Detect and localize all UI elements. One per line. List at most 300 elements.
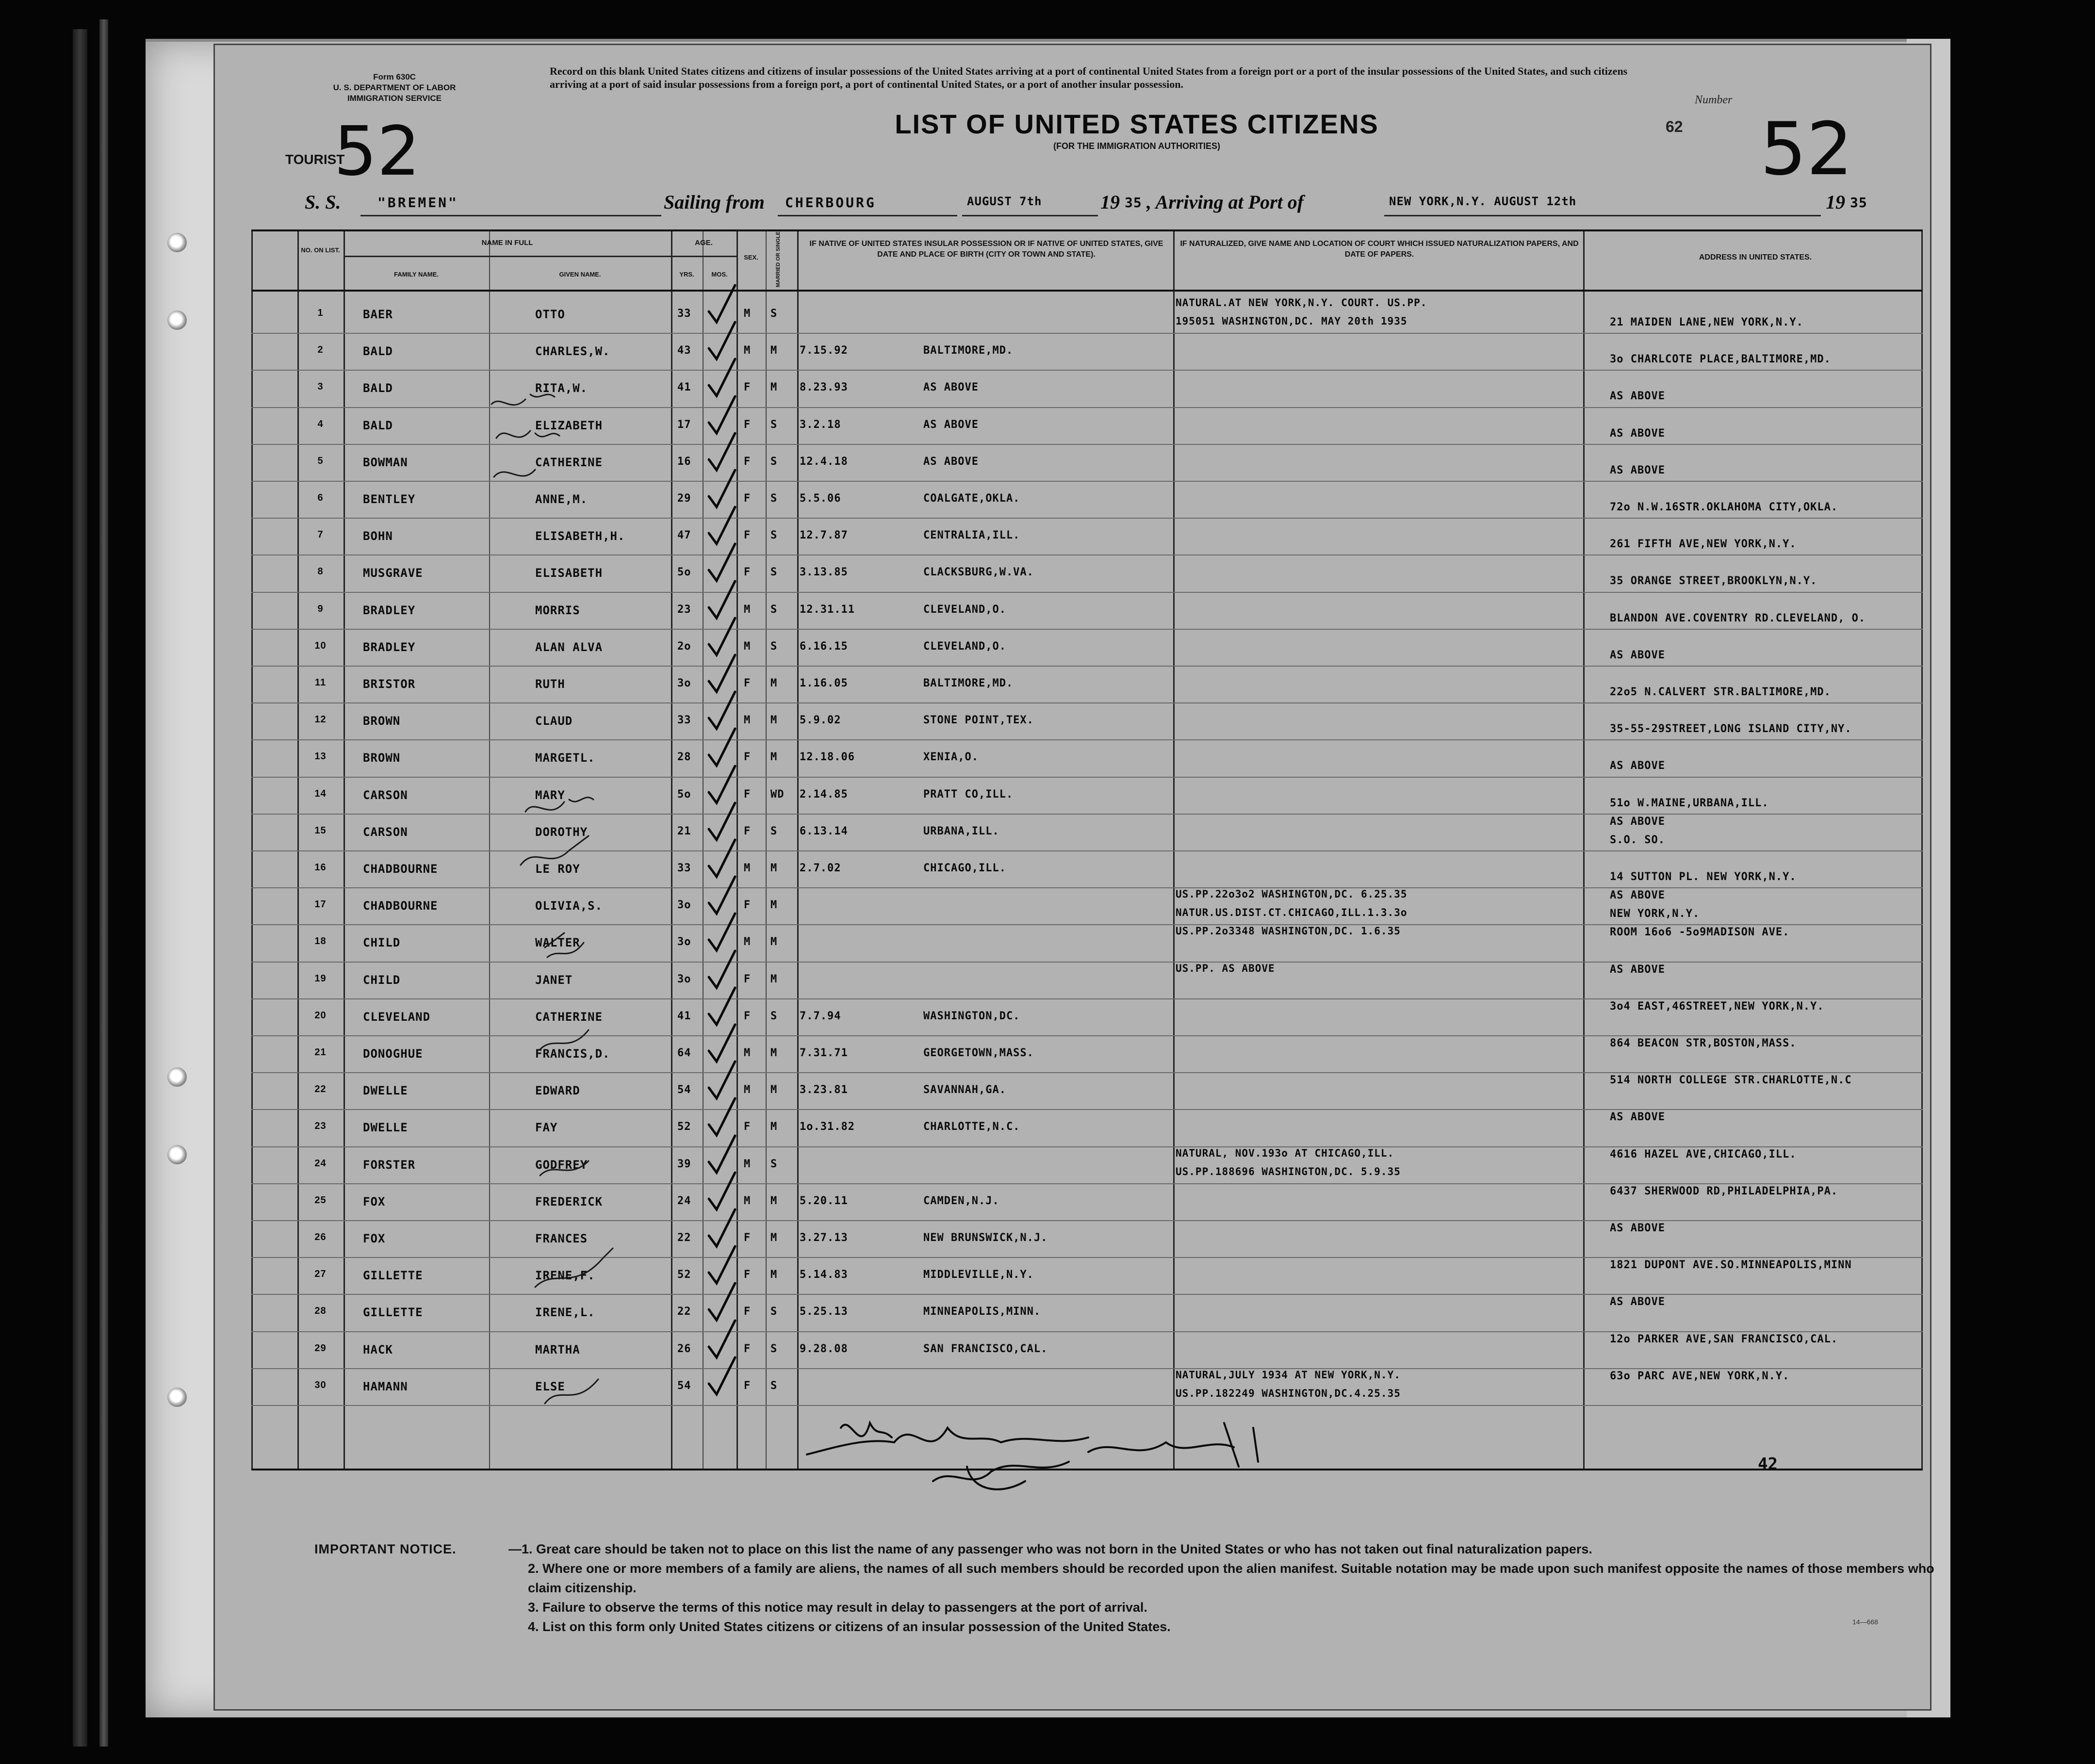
cell-ms: S [770, 529, 778, 542]
cell-age: 41 [677, 1010, 691, 1022]
cell-given: ANNE,M. [535, 492, 588, 506]
col-address: ADDRESS IN UNITED STATES. [1699, 253, 1812, 261]
cell-ms: M [770, 1121, 778, 1133]
cell-sex: F [744, 492, 751, 505]
table-row [251, 740, 1923, 777]
cell-family: DWELLE [363, 1084, 408, 1098]
punch-hole [167, 1145, 187, 1164]
underline [1384, 215, 1821, 216]
cell-ms: M [770, 973, 778, 985]
notice-item-1: —1. Great care should be taken not to place on this list the name of any passenger who was not born in the United States or who has not taken out final naturalization papers. [508, 1542, 1592, 1556]
cell-date: 8.23.93 [800, 381, 848, 394]
tourist-label: TOURIST [285, 152, 345, 167]
ship-name: "BREMEN" [377, 195, 458, 211]
cell-given: IRENE,L. [535, 1306, 595, 1320]
cell-addr1: 864 BEACON STR,BOSTON,MASS. [1610, 1037, 1797, 1049]
table-row [251, 1147, 1923, 1184]
header-instructions: Record on this blank United States citizens and citizens of insular possessions of the United States arriving at a port of continental United States from a foreign port or a port of the insular possessions of the United States, and such citizens arriving at a port of said insular possessions from a foreign port, a port of continental United States, or a port of another insular possession. [550, 65, 1628, 90]
scanned-sheet [146, 39, 1950, 1717]
cell-family: CARSON [363, 825, 408, 839]
table-row [251, 1258, 1923, 1295]
cell-date: 3.13.85 [800, 566, 848, 579]
cell-ms: M [770, 1232, 778, 1244]
cell-sex: M [744, 714, 751, 727]
cell-addr1: AS ABOVE [1610, 1111, 1665, 1124]
departure-date: AUGUST 7th [967, 195, 1042, 208]
cell-addr2: 22o5 N.CALVERT STR.BALTIMORE,MD. [1610, 686, 1831, 698]
cell-no: 7 [317, 529, 324, 540]
table-row [251, 519, 1923, 555]
sheet-number-handwritten: 52 [1760, 107, 1853, 192]
cell-age: 47 [677, 529, 691, 542]
cell-no: 5 [317, 455, 324, 466]
cell-no: 4 [317, 418, 324, 429]
cell-no: 26 [314, 1232, 327, 1242]
cell-family: DONOGHUE [363, 1047, 423, 1061]
cell-age: 16 [677, 455, 691, 468]
cell-sex: M [744, 1194, 751, 1207]
cell-family: FOX [363, 1232, 386, 1245]
cell-no: 28 [314, 1306, 327, 1317]
col-age-months: MOS. [711, 271, 728, 278]
cell-addr1: AS ABOVE [1610, 889, 1665, 902]
cell-place: AS ABOVE [923, 381, 979, 394]
cell-family: CARSON [363, 788, 408, 802]
cell-given: MARY [535, 788, 565, 802]
inspector-signature [797, 1408, 1355, 1496]
cell-ms: M [770, 1047, 778, 1059]
cell-given: ELSE [535, 1379, 565, 1393]
cell-age: 54 [677, 1379, 691, 1392]
cell-addr2: 35 ORANGE STREET,BROOKLYN,N.Y. [1610, 575, 1817, 588]
cell-sex: F [744, 455, 751, 468]
cell-age: 52 [677, 1121, 691, 1133]
manifest-form [213, 44, 1934, 1711]
col-no: NO. ON LIST. [301, 246, 340, 254]
cell-date: 7.15.92 [800, 344, 848, 357]
cell-no: 20 [314, 1010, 327, 1021]
cell-age: 3o [677, 899, 691, 912]
cell-family: BALD [363, 418, 393, 432]
cell-sex: F [744, 751, 751, 764]
cell-ms: M [770, 862, 778, 874]
cell-ms: S [770, 825, 778, 837]
cell-ms: M [770, 751, 778, 764]
cell-ms: S [770, 1158, 778, 1170]
cell-age: 21 [677, 825, 691, 837]
cell-addr2: BLANDON AVE.COVENTRY RD.CLEVELAND, O. [1610, 612, 1866, 624]
cell-ms: M [770, 344, 778, 357]
cell-age: 3o [677, 973, 691, 985]
cell-ms: M [770, 1269, 778, 1281]
cell-given: DOROTHY [535, 825, 588, 839]
cell-place: AS ABOVE [923, 455, 979, 468]
cell-nat2: NATUR.US.DIST.CT.CHICAGO,ILL.1.3.3o [1176, 907, 1408, 919]
cell-age: 3o [677, 677, 691, 689]
punch-hole [167, 310, 187, 330]
cell-date: 3.23.81 [800, 1084, 848, 1096]
cell-addr2: 21 MAIDEN LANE,NEW YORK,N.Y. [1610, 316, 1803, 328]
cell-given: OTTO [535, 308, 565, 321]
cell-place: COALGATE,OKLA. [923, 492, 1020, 505]
handwritten-annotation [530, 928, 608, 1064]
cell-given: ELIZABETH [535, 418, 603, 432]
notice-item-4: 4. List on this form only United States citizens or citizens of an insular possession of the United States. [528, 1619, 1171, 1634]
cell-given: FAY [535, 1121, 558, 1135]
underline [778, 215, 957, 216]
arrival-port-date: NEW YORK,N.Y. AUGUST 12th [1389, 195, 1577, 208]
cell-place: PRATT CO,ILL. [923, 788, 1014, 800]
checkmark-icon [705, 1355, 739, 1398]
cell-no: 21 [314, 1047, 327, 1058]
tourist-number-handwritten: 52 [334, 112, 421, 191]
cell-date: 5.20.11 [800, 1194, 848, 1207]
cell-date: 2.14.85 [800, 788, 848, 800]
table-row [251, 593, 1923, 630]
cell-addr1: 1821 DUPONT AVE.SO.MINNEAPOLIS,MINN [1610, 1259, 1852, 1272]
cell-place: URBANA,ILL. [923, 825, 999, 837]
cell-sex: F [744, 825, 751, 837]
cell-given: ELISABETH,H. [535, 529, 625, 543]
port-of-departure: CHERBOURG [785, 195, 876, 211]
cell-family: HAMANN [363, 1379, 408, 1393]
table-row [251, 815, 1923, 851]
col-birth: IF NATIVE OF UNITED STATES INSULAR POSSESSION OR IF NATIVE OF UNITED STATES, GIVE DATE AND PLACE OF BIRTH (CITY OR TOWN AND STATE). [809, 240, 1163, 259]
form-department: U. S. DEPARTMENT OF LABOR [333, 83, 456, 92]
cell-no: 1 [317, 308, 324, 318]
cell-date: 6.13.14 [800, 825, 848, 837]
cell-nat1: US.PP.2o3348 WASHINGTON,DC. 1.6.35 [1176, 925, 1401, 937]
table-row [251, 297, 1923, 334]
cell-date: 1.16.05 [800, 677, 848, 689]
cell-family: BROWN [363, 751, 401, 765]
row-rule [251, 1405, 1923, 1406]
cell-ms: S [770, 308, 778, 320]
cell-sex: M [744, 640, 751, 653]
cell-addr1: AS ABOVE [1610, 1222, 1665, 1234]
cell-addr2: 51o W.MAINE,URBANA,ILL. [1610, 797, 1769, 809]
cell-given: IRENE,F. [535, 1269, 595, 1283]
cell-given: MARTHA [535, 1342, 580, 1356]
cell-sex: M [744, 603, 751, 616]
binder-edge [73, 29, 87, 1747]
cell-addr2: S.O. SO. [1610, 833, 1665, 846]
cell-ms: M [770, 899, 778, 912]
cell-family: CHADBOURNE [363, 862, 438, 876]
cell-addr2: NEW YORK,N.Y. [1610, 908, 1700, 920]
cell-place: MIDDLEVILLE,N.Y. [923, 1269, 1034, 1281]
handwritten-annotation [487, 385, 574, 496]
cell-date: 12.4.18 [800, 455, 848, 468]
table-row [251, 778, 1923, 815]
cell-no: 10 [314, 640, 327, 651]
cell-given: GODFREY [535, 1158, 588, 1172]
cell-sex: M [744, 1047, 751, 1059]
cell-date: 7.7.94 [800, 1010, 841, 1022]
cell-place: XENIA,O. [923, 751, 979, 764]
cell-nat1: NATURAL,JULY 1934 AT NEW YORK,N.Y. [1176, 1369, 1401, 1381]
header-subline [671, 256, 737, 257]
cell-addr1: 12o PARKER AVE,SAN FRANCISCO,CAL. [1610, 1333, 1838, 1345]
cell-place: STONE POINT,TEX. [923, 714, 1034, 727]
cell-ms: S [770, 640, 778, 653]
table-row [251, 555, 1923, 592]
cell-place: CLEVELAND,O. [923, 603, 1006, 616]
cell-addr1: AS ABOVE [1610, 963, 1665, 976]
cell-place: AS ABOVE [923, 418, 979, 431]
cell-family: HACK [363, 1342, 393, 1356]
cell-age: 29 [677, 492, 691, 505]
cell-addr2: AS ABOVE [1610, 464, 1665, 476]
table-row [251, 1369, 1923, 1406]
cell-place: CAMDEN,N.J. [923, 1194, 999, 1207]
cell-sex: F [744, 381, 751, 394]
cell-family: BROWN [363, 714, 401, 728]
cell-age: 3o [677, 936, 691, 948]
cell-sex: F [744, 788, 751, 800]
cell-sex: F [744, 1269, 751, 1281]
cell-age: 39 [677, 1158, 691, 1170]
cell-sex: F [744, 899, 751, 912]
cell-given: LE ROY [535, 862, 580, 876]
cell-addr2: 14 SUTTON PL. NEW YORK,N.Y. [1610, 871, 1797, 883]
cell-date: 7.31.71 [800, 1047, 848, 1059]
cell-given: ALAN ALVA [535, 640, 603, 654]
form-identifier [278, 72, 511, 104]
sailing-from-label: Sailing from [664, 191, 765, 213]
cell-ms: S [770, 418, 778, 431]
cell-given: FRANCIS,D. [535, 1047, 610, 1061]
handwritten-annotation [516, 753, 603, 875]
cell-given: FREDERICK [535, 1194, 603, 1209]
cell-family: FORSTER [363, 1158, 416, 1172]
cell-no: 23 [314, 1121, 327, 1132]
cell-age: 43 [677, 344, 691, 357]
cell-family: BENTLEY [363, 492, 416, 506]
cell-no: 6 [317, 492, 324, 503]
cell-addr2: 72o N.W.16STR.OKLAHOMA CITY,OKLA. [1610, 501, 1838, 513]
cell-nat1: NATURAL.AT NEW YORK,N.Y. COURT. US.PP. [1176, 297, 1427, 309]
cell-family: GILLETTE [363, 1306, 423, 1320]
cell-family: BALD [363, 344, 393, 359]
cell-date: 12.7.87 [800, 529, 848, 542]
cell-family: FOX [363, 1194, 386, 1209]
cell-given: MORRIS [535, 603, 580, 617]
cell-place: CENTRALIA,ILL. [923, 529, 1020, 542]
cell-age: 24 [677, 1194, 691, 1207]
form-service: IMMIGRATION SERVICE [347, 94, 442, 103]
cell-addr1: ROOM 16o6 -5o9MADISON AVE. [1610, 926, 1790, 939]
cell-no: 2 [317, 344, 324, 356]
cell-no: 30 [314, 1379, 327, 1390]
cell-given: EDWARD [535, 1084, 580, 1098]
cell-given: MARGETL. [535, 751, 595, 765]
cell-place: MINNEAPOLIS,MINN. [923, 1306, 1041, 1318]
table-row [251, 851, 1923, 888]
cell-sex: F [744, 1379, 751, 1392]
cell-addr1: 4616 HAZEL AVE,CHICAGO,ILL. [1610, 1148, 1797, 1160]
cell-no: 27 [314, 1269, 327, 1280]
ss-label: S. S. [305, 191, 341, 213]
sheet-top-edge [146, 39, 1950, 42]
cell-ms: S [770, 1010, 778, 1022]
year-prefix: 19 [1826, 191, 1845, 213]
cell-date: 3.27.13 [800, 1232, 848, 1244]
cell-date: 5.9.02 [800, 714, 841, 727]
cell-date: 2.7.02 [800, 862, 841, 874]
cell-age: 5o [677, 566, 691, 579]
page-title: LIST OF UNITED STATES CITIZENS [895, 109, 1379, 139]
cell-family: DWELLE [363, 1121, 408, 1135]
cell-addr1: 3o4 EAST,46STREET,NEW YORK,N.Y. [1610, 1000, 1824, 1013]
binder-edge-inner [99, 19, 108, 1747]
table-row [251, 999, 1923, 1036]
cell-no: 16 [314, 862, 327, 873]
cell-given: ELISABETH [535, 566, 603, 580]
cell-age: 5o [677, 788, 691, 800]
punch-hole [167, 1067, 187, 1087]
cell-no: 8 [317, 566, 324, 577]
table-row [251, 925, 1923, 962]
cell-family: BRADLEY [363, 640, 416, 654]
cell-family: GILLETTE [363, 1269, 423, 1283]
cell-ms: WD [770, 788, 785, 800]
cell-nat2: US.PP.188696 WASHINGTON,DC. 5.9.35 [1176, 1165, 1401, 1177]
cell-addr1: 514 NORTH COLLEGE STR.CHARLOTTE,N.C [1610, 1074, 1852, 1087]
arrival-year: 35 [1850, 195, 1867, 211]
punch-hole [167, 1388, 187, 1407]
cell-sex: F [744, 1121, 751, 1133]
cell-given: RUTH [535, 677, 565, 691]
cell-addr2: AS ABOVE [1610, 390, 1665, 403]
table-row [251, 1036, 1923, 1073]
cell-age: 33 [677, 862, 691, 874]
cell-nat1: US.PP. AS ABOVE [1176, 962, 1275, 974]
cell-nat2: 195051 WASHINGTON,DC. MAY 20th 1935 [1176, 315, 1408, 327]
cell-date: 12.18.06 [800, 751, 855, 764]
handwritten-annotation [530, 1132, 627, 1423]
cell-sex: F [744, 1232, 751, 1244]
cell-sex: F [744, 973, 751, 985]
cell-addr2: 261 FIFTH AVE,NEW YORK,N.Y. [1610, 538, 1797, 551]
cell-sex: M [744, 862, 751, 874]
cell-nat2: US.PP.182249 WASHINGTON,DC.4.25.35 [1176, 1387, 1401, 1399]
cell-place: BALTIMORE,MD. [923, 344, 1014, 357]
cell-given: CATHERINE [535, 1010, 603, 1024]
cell-addr1: 63o PARC AVE,NEW YORK,N.Y. [1610, 1370, 1790, 1382]
cell-addr1: 6437 SHERWOOD RD,PHILADELPHIA,PA. [1610, 1185, 1838, 1197]
cell-age: 22 [677, 1306, 691, 1318]
table-row [251, 703, 1923, 740]
cell-place: NEW BRUNSWICK,N.J. [923, 1232, 1048, 1244]
cell-date: 6.16.15 [800, 640, 848, 653]
cell-addr2: AS ABOVE [1610, 427, 1665, 440]
cell-family: BOHN [363, 529, 393, 543]
cell-ms: S [770, 492, 778, 505]
cell-given: JANET [535, 973, 573, 987]
cell-family: CHILD [363, 936, 401, 950]
cell-no: 11 [314, 677, 327, 688]
cell-given: CHARLES,W. [535, 344, 610, 359]
cell-given: WALTER [535, 936, 580, 950]
cell-no: 25 [314, 1194, 327, 1206]
cell-ms: S [770, 1379, 778, 1392]
cell-sex: F [744, 529, 751, 542]
form-number: Form 630C [373, 72, 416, 82]
cell-age: 17 [677, 418, 691, 431]
year-prefix: 19 [1100, 191, 1120, 213]
cell-ms: S [770, 603, 778, 616]
cell-no: 22 [314, 1084, 327, 1095]
col-family-name: FAMILY NAME. [394, 271, 439, 278]
cell-age: 26 [677, 1342, 691, 1355]
table-row [251, 1295, 1923, 1332]
cell-given: CATHERINE [535, 455, 603, 469]
cell-ms: S [770, 1306, 778, 1318]
cell-addr1: AS ABOVE [1610, 815, 1665, 828]
cell-ms: M [770, 381, 778, 394]
cell-ms: M [770, 1084, 778, 1096]
cell-ms: M [770, 714, 778, 727]
cell-date: 12.31.11 [800, 603, 855, 616]
departure-year: 35 [1125, 195, 1142, 211]
cell-no: 24 [314, 1158, 327, 1169]
col-naturalized: IF NATURALIZED, GIVE NAME AND LOCATION OF COURT WHICH ISSUED NATURALIZATION PAPERS, AND DATE OF PAPERS. [1180, 240, 1579, 259]
header-bottom-line [251, 290, 1923, 292]
cell-ms: M [770, 1194, 778, 1207]
cell-no: 29 [314, 1342, 327, 1354]
cell-age: 33 [677, 714, 691, 727]
cell-family: CHILD [363, 973, 401, 987]
table-row [251, 1184, 1923, 1221]
table-row [251, 334, 1923, 371]
arriving-label: , Arriving at Port of [1146, 191, 1304, 213]
cell-nat1: US.PP.22o3o2 WASHINGTON,DC. 6.25.35 [1176, 888, 1408, 900]
cell-date: 1o.31.82 [800, 1121, 855, 1133]
cell-ms: S [770, 566, 778, 579]
col-age: AGE. [695, 239, 713, 247]
cell-family: MUSGRAVE [363, 566, 423, 580]
cell-given: RITA,W. [535, 381, 588, 395]
page-subtitle: (FOR THE IMMIGRATION AUTHORITIES) [1053, 141, 1220, 151]
cell-date: 9.28.08 [800, 1342, 848, 1355]
table-row [251, 667, 1923, 703]
table-row [251, 1110, 1923, 1147]
page-total: 42 [1758, 1454, 1778, 1474]
cell-place: GEORGETOWN,MASS. [923, 1047, 1034, 1059]
cell-sex: M [744, 308, 751, 320]
cell-family: BOWMAN [363, 455, 408, 469]
cell-date: 5.25.13 [800, 1306, 848, 1318]
cell-no: 19 [314, 973, 327, 984]
cell-given: OLIVIA,S. [535, 899, 603, 913]
cell-addr2: 35-55-29STREET,LONG ISLAND CITY,NY. [1610, 723, 1852, 735]
cell-ms: M [770, 677, 778, 689]
cell-date: 3.2.18 [800, 418, 841, 431]
cell-family: BRADLEY [363, 603, 416, 617]
cell-age: 23 [677, 603, 691, 616]
col-married-single: MARRIED OR SINGLE. [775, 230, 781, 287]
cell-no: 18 [314, 936, 327, 947]
cell-place: CHARLOTTE,N.C. [923, 1121, 1020, 1133]
cell-place: CHICAGO,ILL. [923, 862, 1006, 874]
notice-label: IMPORTANT NOTICE. [314, 1542, 457, 1556]
cell-age: 2o [677, 640, 691, 653]
cell-addr2: 3o CHARLCOTE PLACE,BALTIMORE,MD. [1610, 353, 1831, 366]
cell-addr2: AS ABOVE [1610, 649, 1665, 661]
cell-date: 5.14.83 [800, 1269, 848, 1281]
cell-family: CLEVELAND [363, 1010, 431, 1024]
